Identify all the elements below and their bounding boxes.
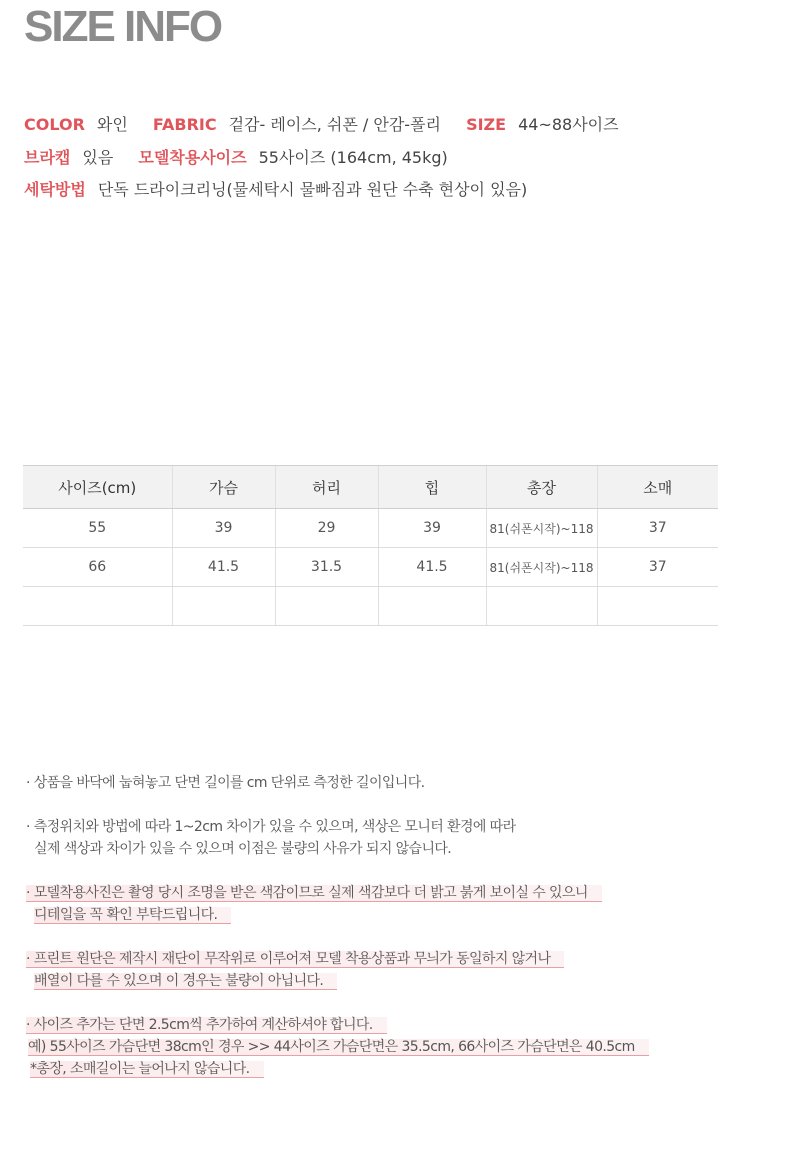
note-line: 실제 색상과 차이가 있을 수 있으며 이점은 불량의 사유가 되지 않습니다. — [34, 841, 452, 857]
note-line-wrap — [26, 970, 649, 992]
table-cell: 37 — [597, 509, 718, 548]
table-cell: 29 — [275, 509, 378, 548]
header-size: 사이즈(cm) — [23, 466, 172, 509]
table-cell: 66 — [23, 548, 172, 587]
note-size-add — [26, 1014, 649, 1080]
wash-value: 단독 드라이크리닝(물세탁시 물빠짐과 원단 수축 현상이 있음) — [97, 180, 528, 199]
header-chest: 가슴 — [172, 466, 275, 509]
table-cell: 41.5 — [172, 548, 275, 587]
model-size-label: 모델착용사이즈 — [138, 148, 247, 167]
header-waist: 허리 — [275, 466, 378, 509]
note-variance — [26, 816, 649, 860]
table-cell: 31.5 — [275, 548, 378, 587]
info-line-3 — [24, 177, 547, 200]
model-size-value: 55사이즈 (164cm, 45kg) — [258, 148, 448, 167]
table-cell: 55 — [23, 509, 172, 548]
fabric-label: FABRIC — [152, 115, 217, 134]
table-cell — [172, 587, 275, 626]
table-cell — [378, 587, 486, 626]
table-header-row — [23, 466, 718, 509]
header-hip: 힙 — [378, 466, 486, 509]
table-row-empty — [23, 587, 718, 626]
info-line-1 — [24, 112, 639, 135]
note-line: · 모델착용사진은 촬영 당시 조명을 받은 색감이므로 실제 색감보다 더 밝고 붉게 보이실 수 있으니 — [26, 885, 602, 902]
note-line: · 프린트 원단은 제작시 재단이 무작위로 이루어져 모델 착용상품과 무늬가 동일하지 않거나 — [26, 951, 564, 968]
note-model-photo — [26, 882, 649, 926]
bracap-label: 브라캡 — [24, 148, 71, 167]
note-measurement — [26, 772, 649, 794]
table-cell: 39 — [172, 509, 275, 548]
note-line: · 사이즈 추가는 단면 2.5cm씩 추가하여 계산하셔야 합니다. — [26, 1017, 387, 1034]
fabric-value: 겉감- 레이스, 쉬폰 / 안감-폴리 — [228, 115, 441, 134]
bracap-value: 있음 — [82, 148, 114, 167]
note-line: 디테일을 꼭 확인 부탁드립니다. — [34, 907, 231, 924]
note-print-fabric — [26, 948, 649, 992]
size-label: SIZE — [466, 115, 507, 134]
note-line-wrap — [26, 1014, 649, 1036]
note-line-wrap — [26, 1058, 649, 1080]
note-line: 배열이 다를 수 있으며 이 경우는 불량이 아닙니다. — [34, 973, 337, 990]
table-row — [23, 509, 718, 548]
note-line: · 상품을 바닥에 눕혀놓고 단면 길이를 cm 단위로 측정한 길이입니다. — [26, 775, 425, 791]
header-sleeve: 소매 — [597, 466, 718, 509]
table-cell — [275, 587, 378, 626]
table-cell: 37 — [597, 548, 718, 587]
color-value: 와인 — [96, 115, 128, 134]
size-table — [23, 465, 718, 626]
table-cell — [486, 587, 597, 626]
info-line-2 — [24, 145, 468, 168]
note-line: · 측정위치와 방법에 따라 1~2cm 차이가 있을 수 있으며, 색상은 모니터 환경에 따라 — [26, 819, 516, 835]
table-cell: 81(쉬폰시작)~118 — [486, 548, 597, 587]
note-line-wrap — [26, 1036, 649, 1058]
note-line-wrap — [26, 904, 649, 926]
header-length: 총장 — [486, 466, 597, 509]
table-row — [23, 548, 718, 587]
table-cell — [23, 587, 172, 626]
note-line: *총장, 소매길이는 늘어나지 않습니다. — [30, 1061, 264, 1078]
table-cell — [597, 587, 718, 626]
note-line-wrap — [26, 948, 649, 970]
note-line-wrap — [26, 882, 649, 904]
wash-label: 세탁방법 — [24, 180, 86, 199]
table-cell: 39 — [378, 509, 486, 548]
color-label: COLOR — [24, 115, 85, 134]
page-title: SIZE INFO — [24, 2, 222, 51]
note-line: 예) 55사이즈 가슴단면 38cm인 경우 >> 44사이즈 가슴단면은 35.5cm, 66사이즈 가슴단면은 40.5cm — [28, 1039, 649, 1056]
table-cell: 81(쉬폰시작)~118 — [486, 509, 597, 548]
table-cell: 41.5 — [378, 548, 486, 587]
notes-section — [26, 772, 649, 1102]
size-value: 44~88사이즈 — [518, 115, 619, 134]
